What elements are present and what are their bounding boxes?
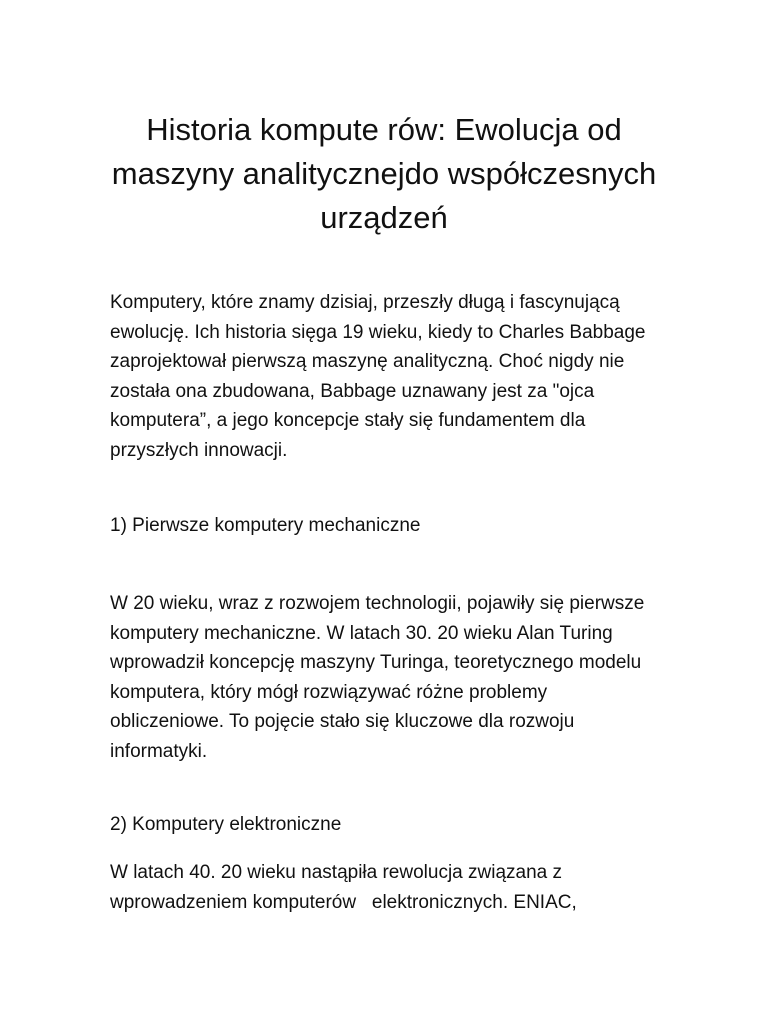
mechanical-computers-paragraph: W 20 wieku, wraz z rozwojem technologii, pojawiły się pierwsze komputery mechaniczne. W latach 30. 20 wieku Alan Turing wprowadził koncepcję maszyny Turinga, teoretycznego modelu komputera, który mógł rozwiązywać różne problemy obliczeniowe. To pojęcie stało się kluczowe dla rozwoju informatyki. [110, 593, 645, 762]
document-title: Historia kompute rów: Ewolucja od maszyny analitycznejdo współczesnych urządzeń [111, 112, 657, 235]
section-heading-mechanical: 1) Pierwsze komputery mechaniczne [110, 515, 421, 536]
electronic-computers-paragraph: W latach 40. 20 wieku nastąpiła rewolucja związana z wprowadzeniem komputerów elektronicznych. ENIAC, [110, 862, 577, 913]
intro-paragraph: Komputery, które znamy dzisiaj, przeszły długą i fascynującą ewolucję. Ich historia sięga 19 wieku, kiedy to Charles Babbage zaprojektował pierwszą maszynę analityczną. Choć nigdy nie została ona zbudowana, Babbage uznawany jest za "ojca komputera”, a jego koncepcje stały się fundamentem dla przyszłych innowacji. [110, 292, 646, 461]
section-heading-electronic: 2) Komputery elektroniczne [110, 814, 342, 835]
